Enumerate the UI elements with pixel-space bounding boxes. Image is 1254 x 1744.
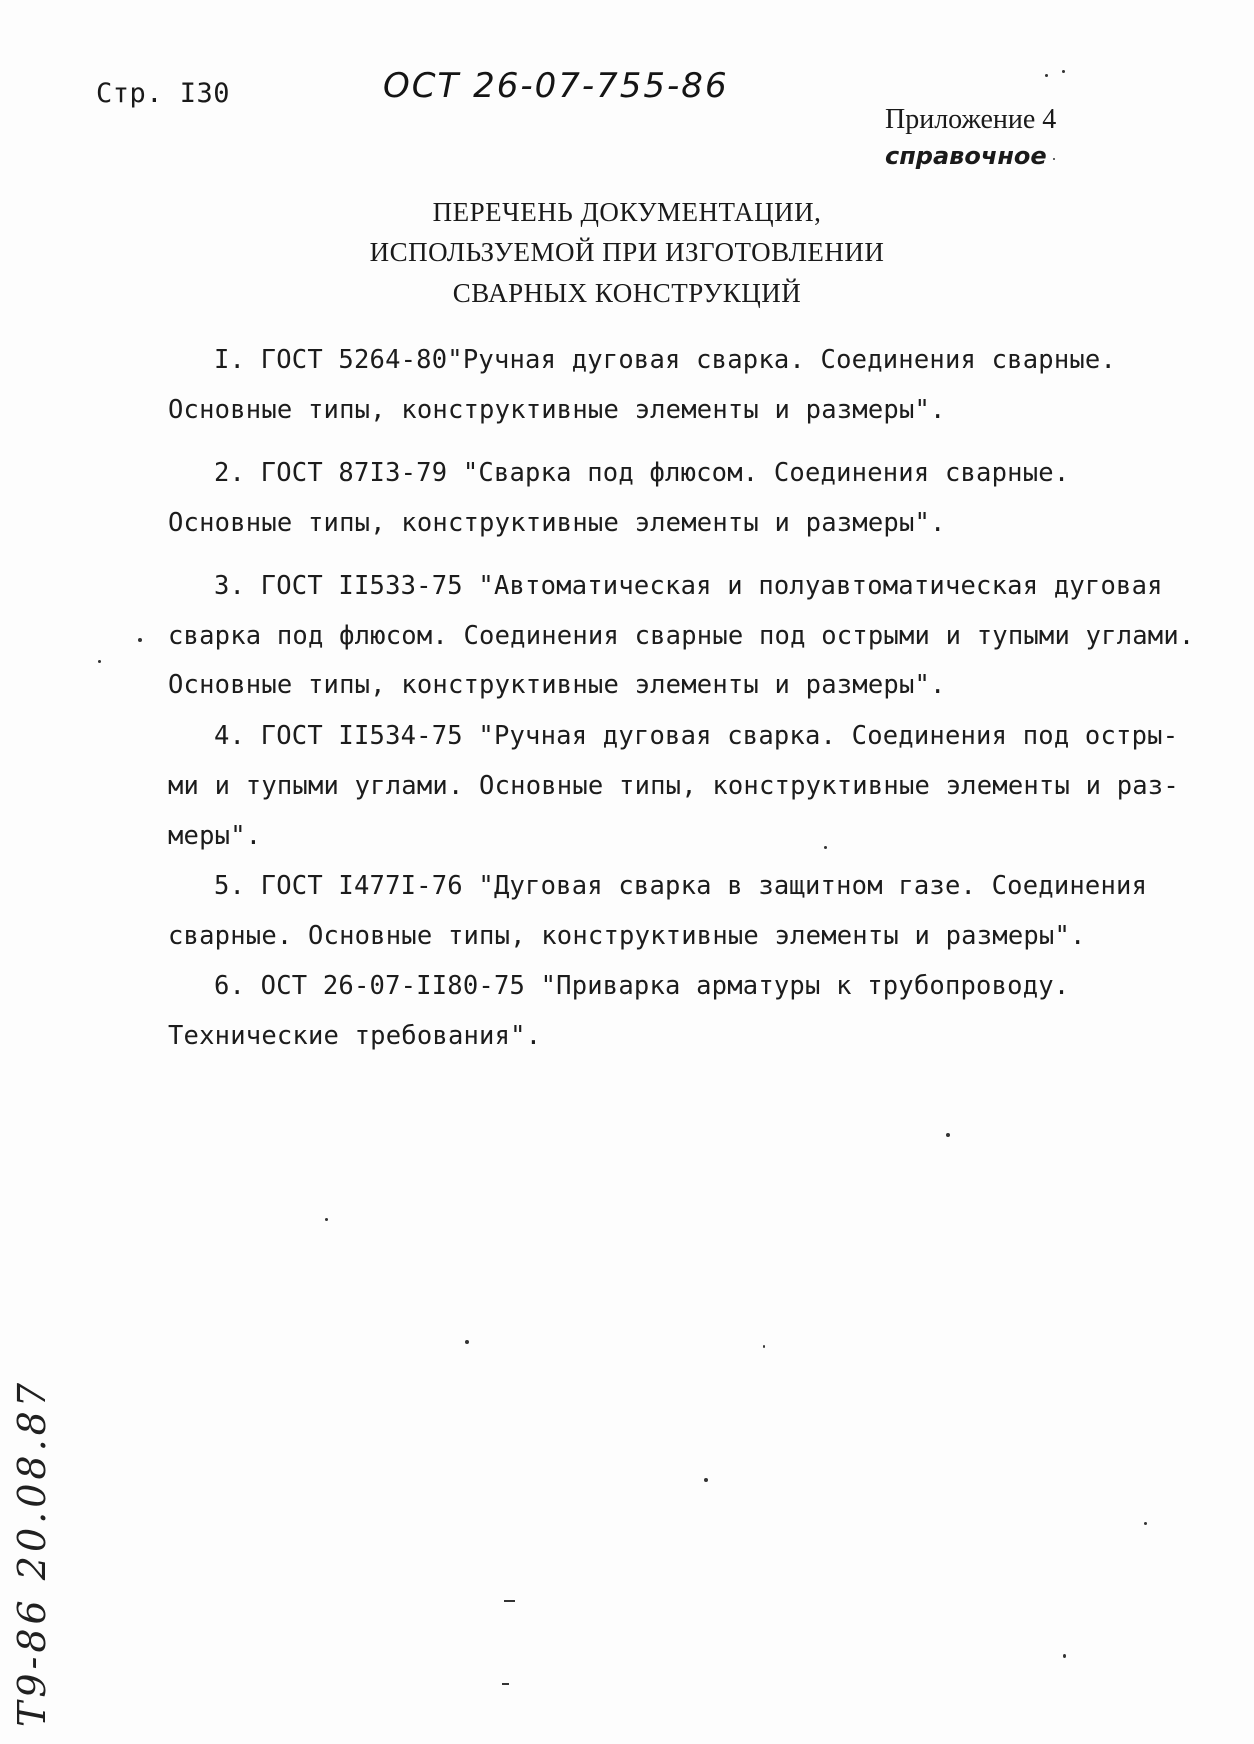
scan-speck [325,1218,328,1221]
list-item-3-line-2: сварка под флюсом. Соединения сварные под острыми и тупыми углами. [168,621,1195,651]
scan-speck [824,846,827,849]
handwritten-margin-note: Т9-86 20.08.87 [10,1378,54,1727]
list-item-5-line-1: 5. ГОСТ I477I-76 "Дуговая сварка в защитном газе. Соединения [214,871,1148,901]
list-item-4-line-1: 4. ГОСТ II534-75 "Ручная дуговая сварка. Соединения под остры- [214,721,1179,751]
page-title-line-1: ПЕРЕЧЕНЬ ДОКУМЕНТАЦИИ, [432,197,822,227]
scan-speck [465,1340,469,1344]
page-title-line-2: ИСПОЛЬЗУЕМОЙ ПРИ ИЗГОТОВЛЕНИИ [369,237,885,267]
scan-speck [502,1683,509,1685]
list-item-3-line-1: 3. ГОСТ II533-75 "Автоматическая и полуавтоматическая дуговая [214,571,1163,601]
list-item-4-line-3: меры". [168,821,262,851]
list-item-1-line-2: Основные типы, конструктивные элементы и размеры". [168,395,946,425]
page-title-line-3: СВАРНЫХ КОНСТРУКЦИЙ [452,278,802,308]
scan-speck [1063,1654,1066,1658]
list-item-6-line-1: 6. ОСТ 26-07-II80-75 "Приварка арматуры к трубопроводу. [214,971,1070,1001]
scan-speck [98,660,101,663]
scan-speck [1062,70,1065,73]
scan-speck [763,1345,765,1348]
scan-speck [704,1478,708,1482]
list-item-4-line-2: ми и тупыми углами. Основные типы, конструктивные элементы и раз- [168,771,1179,801]
list-item-2-line-2: Основные типы, конструктивные элементы и размеры". [168,508,946,538]
list-item-5-line-2: сварные. Основные типы, конструктивные элементы и размеры". [168,921,1086,951]
list-item-6-line-2: Технические требования". [168,1021,542,1051]
scan-speck [1053,158,1055,160]
scan-speck [946,1133,950,1137]
list-item-1-line-1: I. ГОСТ 5264-80"Ручная дуговая сварка. Соединения сварные. [214,345,1117,375]
scan-speck [504,1600,515,1602]
page-number: Стр. I30 [96,78,231,109]
list-item-3-line-3: Основные типы, конструктивные элементы и размеры". [168,670,946,700]
scan-speck [1045,74,1048,77]
list-item-2-line-1: 2. ГОСТ 87I3-79 "Сварка под флюсом. Соединения сварные. [214,458,1070,488]
scan-speck [138,638,142,642]
document-code: ОСТ 26-07-755-86 [383,66,729,106]
appendix-type: справочное [885,142,1047,170]
appendix-label: Приложение 4 [885,104,1057,135]
scan-speck [1144,1522,1147,1525]
